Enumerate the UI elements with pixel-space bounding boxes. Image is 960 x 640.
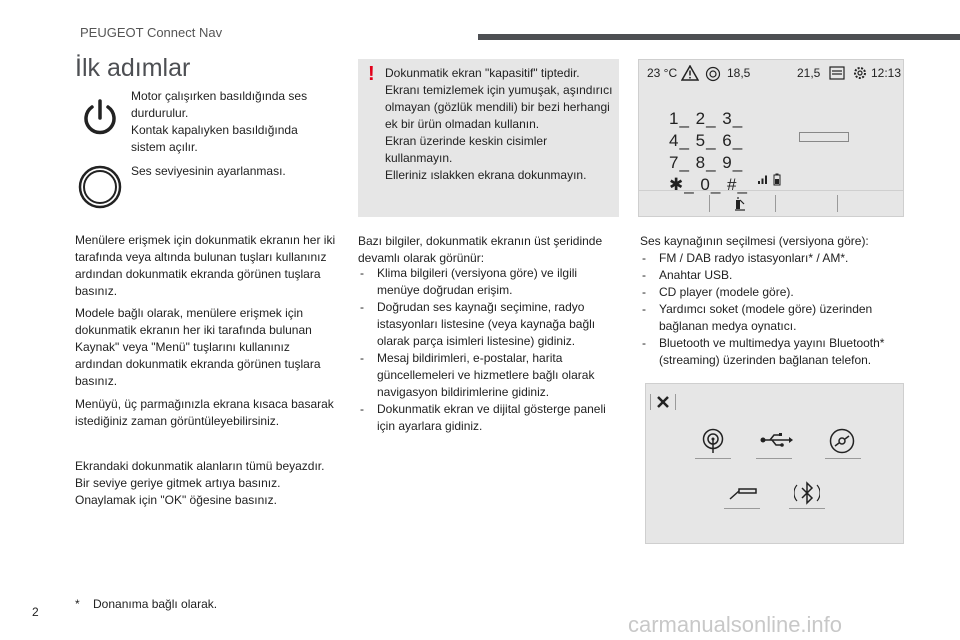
header-bar xyxy=(478,34,960,40)
list-item: - Yardımcı soket (modele göre) üzerinden bağlanan medya oynatıcı. xyxy=(640,301,905,335)
paragraph-menu-access: Menülere erişmek için dokunmatik ekranın her iki tarafında veya altında bulunan tuşları kullanınız ardından dokunmatik ekranda görünen tuşlara basınız. xyxy=(75,233,336,298)
warning-box xyxy=(358,59,619,217)
cd-icon xyxy=(829,428,855,454)
screen-bottom-bar xyxy=(639,190,903,216)
keypad-row: ✱_ 0_ #_ xyxy=(669,175,748,194)
list-item: - Anahtar USB. xyxy=(640,267,905,284)
secondary-value: 21,5 xyxy=(797,66,821,80)
audio-source-list xyxy=(640,250,905,369)
status-bar-list xyxy=(358,265,620,435)
settings-icon xyxy=(853,66,867,80)
status-bar-intro: Bazı bilgiler, dokunmatik ekranın üst şeridinde devamlı olarak görünür: xyxy=(358,234,603,265)
warning-triangle-icon xyxy=(681,65,699,81)
phone-keypad xyxy=(669,108,748,196)
warning-icon: ! xyxy=(368,63,375,85)
page-title: İlk adımlar xyxy=(75,54,191,82)
list-item: - Dokunmatik ekran ve dijital gösterge paneli için ayarlara gidiniz. xyxy=(358,401,620,435)
list-item: - Bluetooth ve multimedya yayını Bluetooth* (streaming) üzerinden bağlanan telefon. xyxy=(640,335,905,369)
audio-source-panel xyxy=(645,383,904,544)
usb-icon xyxy=(759,432,793,448)
list-item: - CD player (modele göre). xyxy=(640,284,905,301)
volume-description: Ses seviyesinin ayarlanması. xyxy=(131,164,286,178)
header-title: PEUGEOT Connect Nav xyxy=(80,25,223,40)
bluetooth-icon xyxy=(794,480,820,506)
footnote-marker: * xyxy=(75,597,80,611)
keypad-row: 4_ 5_ 6_ xyxy=(669,131,744,150)
keypad-row: 1_ 2_ 3_ xyxy=(669,109,744,128)
power-icon xyxy=(75,92,125,142)
list-item: - Doğrudan ses kaynağı seçimine, radyo istasyonları listesine (veya kaynağa bağlı olarak parça isimleri listesine) gidiniz. xyxy=(358,299,620,350)
temperature-value: 23 °C xyxy=(647,66,678,80)
radio-icon xyxy=(701,428,725,454)
radio-signal-icon xyxy=(705,66,721,82)
keypad-row: 7_ 8_ 9_ xyxy=(669,153,744,172)
paragraph-touch-areas: Ekrandaki dokunmatik alanların tümü beyazdır. Bir seviye geriye gitmek artıya basınız. Onaylamak için "OK" öğesine basınız. xyxy=(75,459,325,507)
footnote-text: Donanıma bağlı olarak. xyxy=(93,597,218,611)
warning-text: Dokunmatik ekran "kapasitif" tiptedir. Ekranı temizlemek için yumuşak, aşındırıcı olmayan (gözlük mendili) bir bezi herhangi ek bir ürün olmadan kullanın. Ekran üzerinde keskin cisimler kullanmayın. Elleriniz ıslakken ekrana dokunmayın. xyxy=(385,66,613,182)
list-item: - FM / DAB radyo istasyonları* / AM*. xyxy=(640,250,905,267)
list-item: - Klima bilgileri (versiyona göre) ve ilgili menüye doğrudan erişim. xyxy=(358,265,620,299)
watermark: carmanualsonline.info xyxy=(628,612,843,637)
touchscreen-illustration xyxy=(638,59,904,217)
power-description: Motor çalışırken basıldığında ses durdurulur. Kontak kapalıyken basıldığında sistem açılır. xyxy=(131,89,308,154)
clock-time: 12:13 xyxy=(871,66,902,80)
page-number: 2 xyxy=(32,605,39,619)
paragraph-three-finger: Menüyü, üç parmağınızla ekrana kısaca basarak istediğiniz zaman görüntüleyebilirsiniz. xyxy=(75,397,334,428)
battery-icon xyxy=(773,173,781,186)
signal-strength-icon xyxy=(757,173,769,185)
phone-source-icon xyxy=(732,196,748,212)
messages-icon xyxy=(829,66,845,80)
screen-status-bar xyxy=(639,60,903,86)
aux-icon xyxy=(728,487,758,501)
close-icon xyxy=(656,395,670,409)
footnote xyxy=(75,597,217,611)
screen-placeholder-rect xyxy=(799,132,849,142)
list-item: - Mesaj bildirimleri, e-postalar, harita güncellemeleri ve hizmetlere bağlı olarak navigasyon bildirimlerine gidiniz. xyxy=(358,350,620,401)
volume-knob-icon xyxy=(76,163,124,211)
frequency-value: 18,5 xyxy=(727,66,751,80)
paragraph-source-menu: Modele bağlı olarak, menülere erişmek için dokunmatik ekranın her iki tarafında bulunan Kaynak" veya "Menü" tuşlarını kullanınız ardından dokunmatik ekranda görünen tuşlara basınız. xyxy=(75,306,321,388)
audio-source-intro: Ses kaynağının seçilmesi (versiyona göre): xyxy=(640,234,869,248)
